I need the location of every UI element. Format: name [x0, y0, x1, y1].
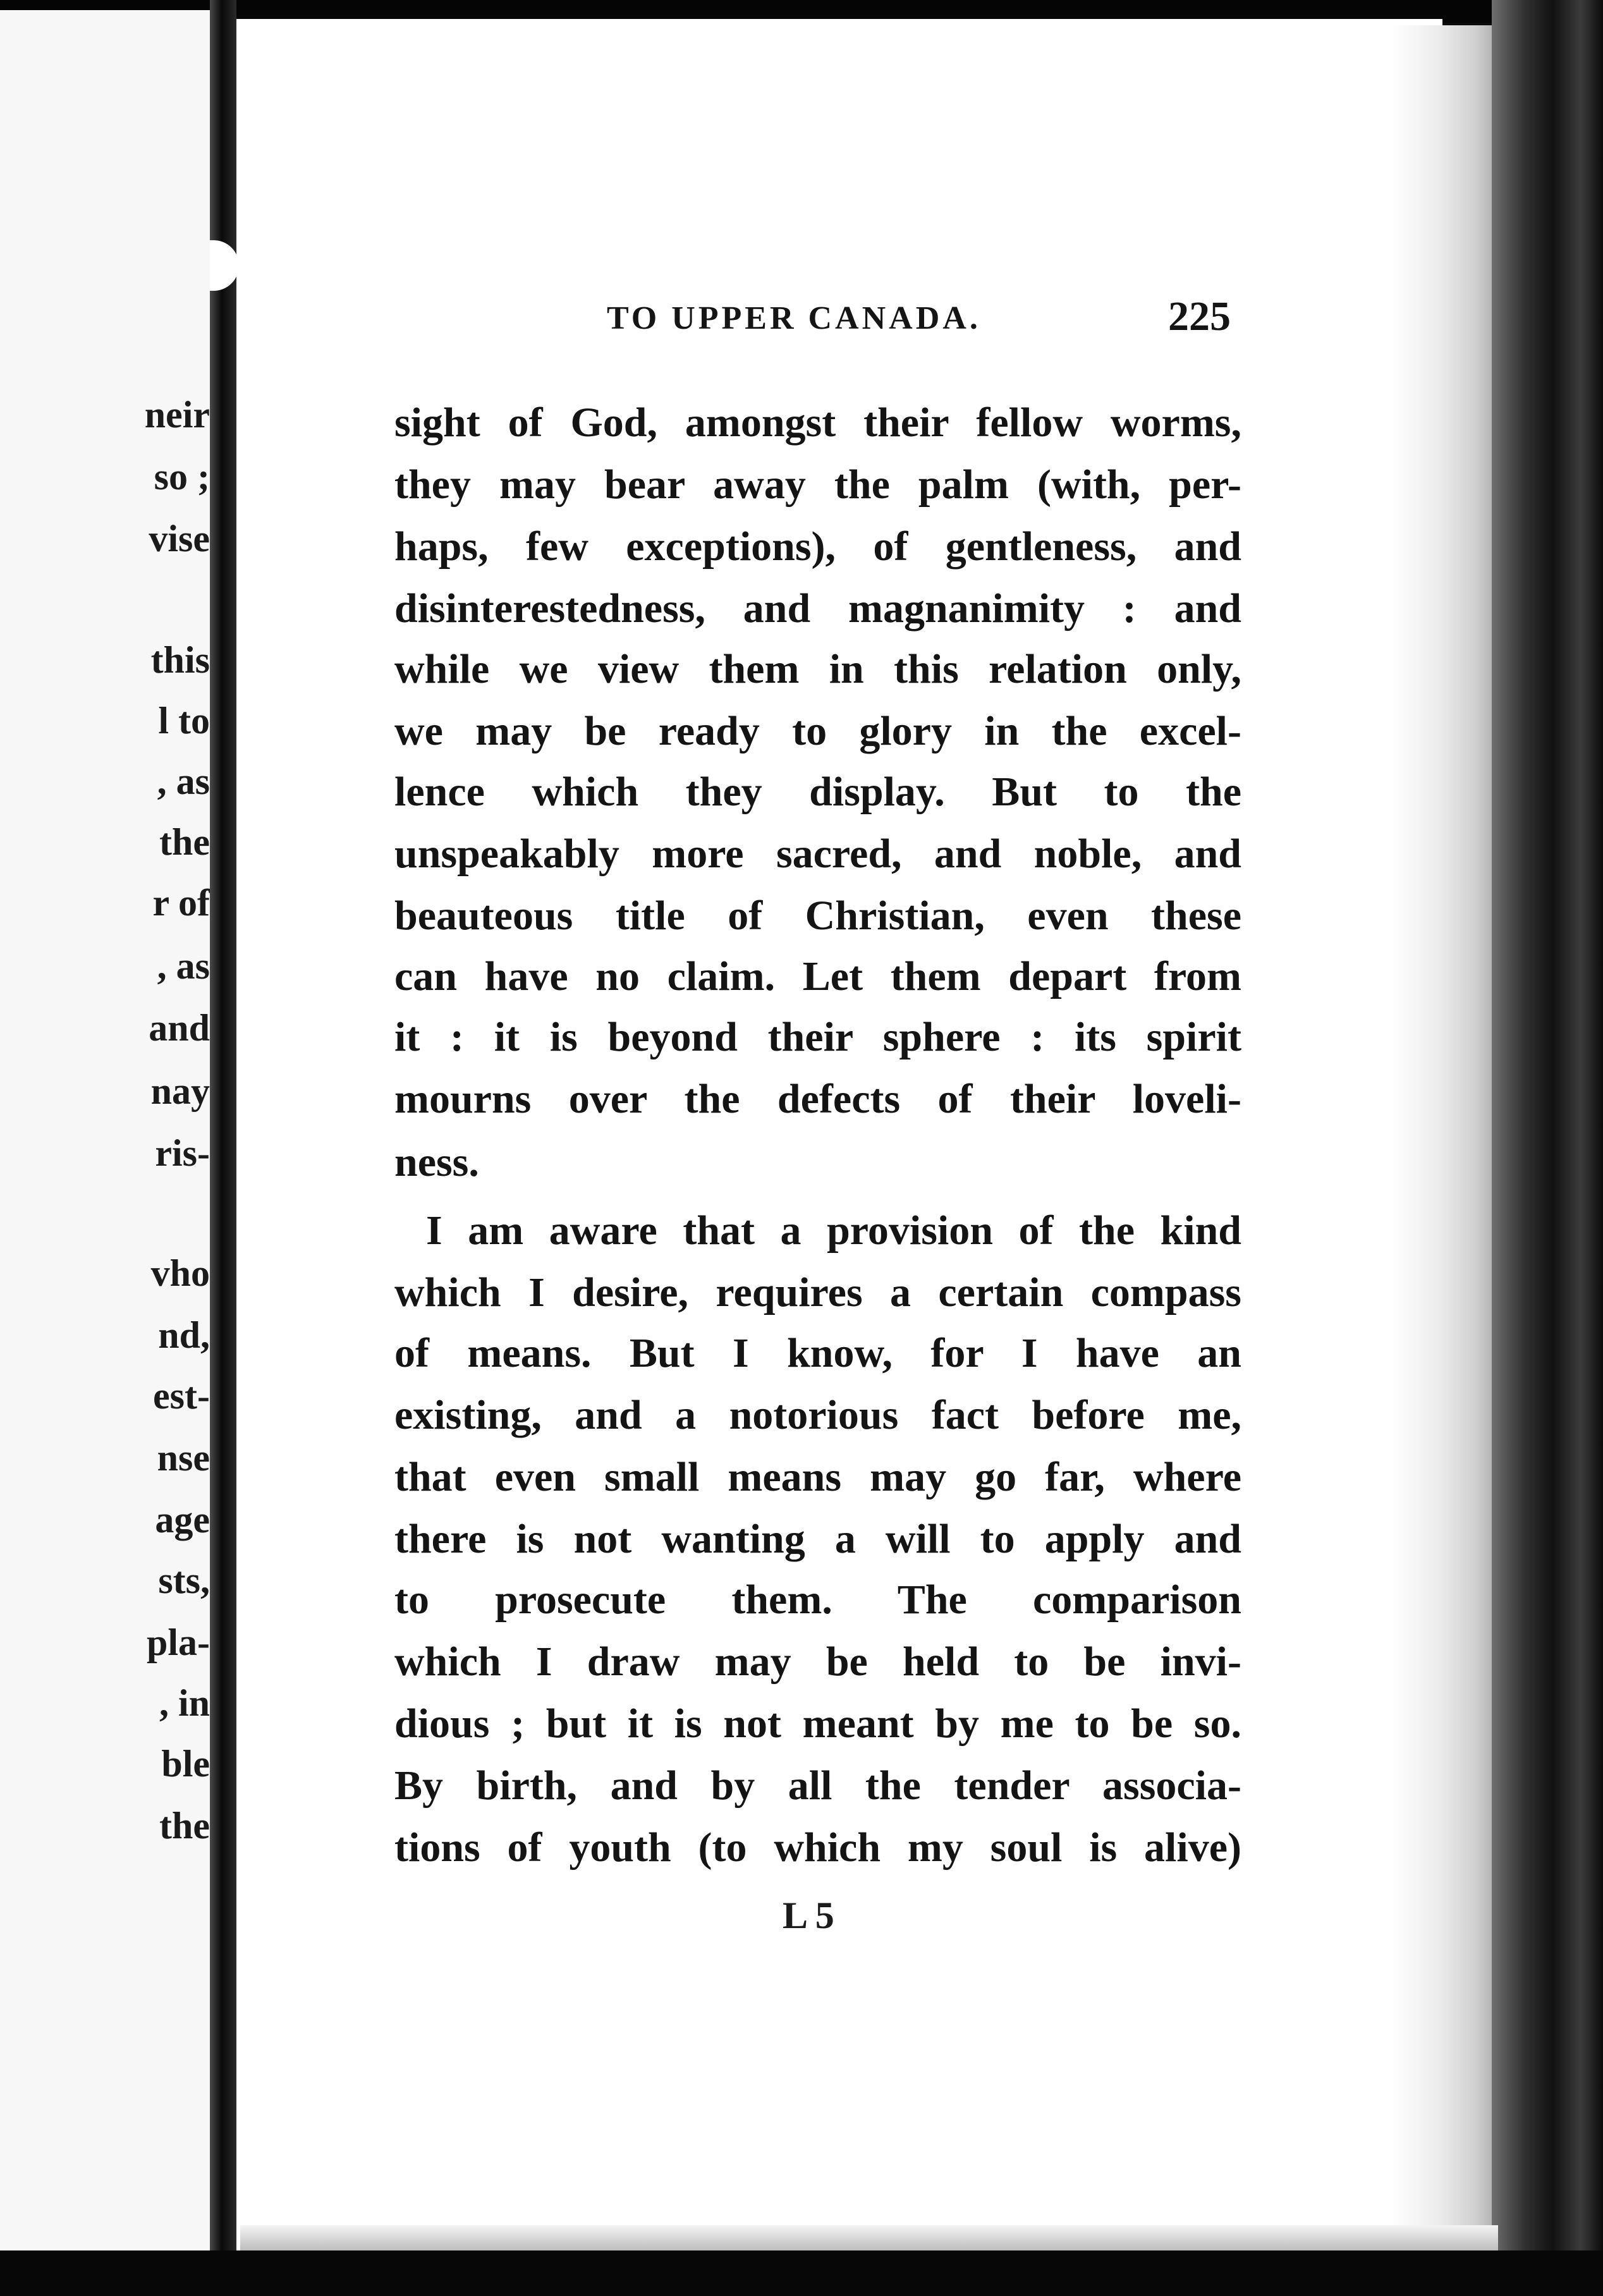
- left-page-fragment: , as: [157, 945, 210, 987]
- left-page-fragment: so ;: [154, 456, 210, 498]
- text-line: they may bear away the palm (with, per-: [394, 461, 1241, 508]
- text-line: haps, few exceptions), of gentleness, and: [394, 523, 1241, 570]
- page-number: 225: [1168, 293, 1231, 339]
- left-page-fragment: age: [155, 1499, 210, 1541]
- text-line: which I desire, requires a certain compass: [394, 1269, 1241, 1316]
- text-line: sight of God, amongst their fellow worms,: [394, 400, 1241, 446]
- left-page-fragment: the: [159, 1805, 210, 1847]
- left-page-fragment: , in: [159, 1682, 210, 1724]
- text-line: disinterestedness, and magnanimity : and: [394, 585, 1241, 632]
- text-line: there is not wanting a will to apply and: [394, 1516, 1241, 1562]
- text-line: we may be ready to glory in the excel-: [394, 708, 1241, 754]
- left-page-fragment: nd,: [158, 1314, 210, 1356]
- text-line: of means. But I know, for I have an: [394, 1330, 1241, 1376]
- text-line: existing, and a notorious fact before me,: [394, 1392, 1241, 1438]
- right-page: [236, 19, 1442, 2254]
- left-page-fragment: the: [159, 821, 210, 863]
- left-page-fragment: sts,: [158, 1560, 210, 1601]
- bottom-shadow: [0, 2250, 1603, 2296]
- left-page-fragment: neir: [144, 394, 210, 436]
- left-page-fragment: this: [150, 639, 210, 681]
- left-page-fragment: ble: [161, 1743, 210, 1785]
- book-gutter: [210, 0, 236, 2296]
- page-edge-shading: [1391, 25, 1498, 2250]
- left-page-fragment: , as: [157, 760, 210, 802]
- text-line: ness.: [394, 1139, 479, 1185]
- page-bottom-edge: [240, 2225, 1498, 2250]
- text-line: unspeakably more sacred, and noble, and: [394, 831, 1241, 877]
- text-line: that even small means may go far, where: [394, 1454, 1241, 1500]
- left-page-fragment: est-: [153, 1375, 210, 1417]
- text-line: By birth, and by all the tender associa-: [394, 1762, 1241, 1809]
- left-page-fragment: vho: [150, 1252, 210, 1294]
- left-page-fragment: nse: [157, 1437, 210, 1479]
- text-line: tions of youth (to which my soul is alive): [394, 1824, 1241, 1871]
- text-line: beauteous title of Christian, even these: [394, 893, 1241, 939]
- text-line: which I draw may be held to be invi-: [394, 1639, 1241, 1685]
- left-page-fragment: pla-: [146, 1621, 210, 1663]
- left-page-fragment: l to: [158, 700, 210, 742]
- text-line: I am aware that a provision of the kind: [426, 1207, 1241, 1254]
- left-page-fragment: vise: [149, 518, 210, 559]
- book-spine: [1492, 0, 1603, 2296]
- left-page-fragment: nay: [150, 1070, 210, 1112]
- left-page: [0, 10, 210, 2257]
- text-line: to prosecute them. The comparison: [394, 1577, 1241, 1623]
- text-line: while we view them in this relation only,: [394, 646, 1241, 692]
- text-line: dious ; but it is not meant by me to be so.: [394, 1701, 1241, 1747]
- running-title: TO UPPER CANADA.: [607, 300, 981, 336]
- signature-mark: L 5: [783, 1895, 834, 1936]
- text-line: it : it is beyond their sphere : its spirit: [394, 1014, 1241, 1060]
- left-page-fragment: ris-: [155, 1132, 210, 1174]
- left-page-fragment: and: [149, 1007, 210, 1049]
- text-line: can have no claim. Let them depart from: [394, 953, 1241, 999]
- text-line: mourns over the defects of their loveli-: [394, 1076, 1241, 1122]
- left-page-fragment: r of: [152, 882, 210, 924]
- text-line: lence which they display. But to the: [394, 769, 1241, 815]
